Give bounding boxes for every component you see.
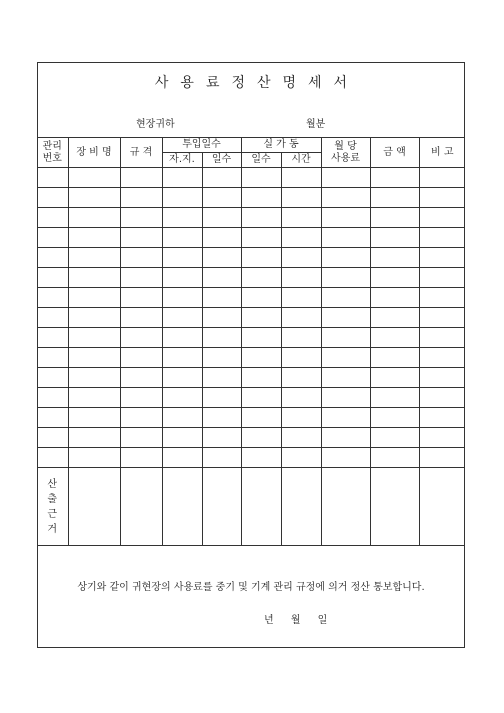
table-cell[interactable] (241, 248, 281, 268)
table-row (37, 308, 465, 328)
table-cell[interactable] (321, 288, 370, 308)
table-cell[interactable] (68, 308, 120, 328)
table-cell[interactable] (241, 408, 281, 428)
table-cell[interactable] (281, 228, 321, 248)
table-cell[interactable] (162, 228, 202, 248)
table-cell[interactable] (162, 288, 202, 308)
notice-text: 상기와 같이 귀현장의 사용료를 중기 및 기계 관리 규정에 의거 정산 통보합니다. (77, 582, 425, 593)
table-cell[interactable] (419, 208, 465, 228)
header-remarks: 비 고 (419, 138, 465, 168)
table-cell[interactable] (370, 208, 419, 228)
table-row (37, 288, 465, 308)
table-cell[interactable] (120, 428, 162, 448)
table-cell[interactable] (37, 348, 68, 368)
table-cell[interactable] (281, 308, 321, 328)
table-cell[interactable] (120, 268, 162, 288)
header-mgmt-no: 관리 번호 (37, 138, 68, 168)
table-cell[interactable] (321, 268, 370, 288)
table-cell[interactable] (202, 168, 241, 188)
table-cell[interactable] (68, 348, 120, 368)
table-cell[interactable] (162, 448, 202, 468)
table-cell[interactable] (120, 448, 162, 468)
table-cell[interactable] (202, 428, 241, 448)
table-cell[interactable] (120, 368, 162, 388)
table-cell[interactable] (370, 188, 419, 208)
calc-cell[interactable] (370, 468, 419, 546)
table-cell[interactable] (321, 248, 370, 268)
calc-basis-label: 산 출 근 거 (37, 468, 68, 546)
table-cell[interactable] (370, 228, 419, 248)
table-cell[interactable] (419, 188, 465, 208)
calc-cell[interactable] (419, 468, 465, 546)
table-cell[interactable] (68, 388, 120, 408)
table-cell[interactable] (370, 428, 419, 448)
table-row (37, 188, 465, 208)
table-cell[interactable] (241, 208, 281, 228)
header-equipment: 장 비 명 (68, 138, 120, 168)
table-cell[interactable] (37, 188, 68, 208)
table-cell[interactable] (281, 288, 321, 308)
table-cell[interactable] (68, 248, 120, 268)
table-cell[interactable] (37, 328, 68, 348)
table-cell[interactable] (281, 388, 321, 408)
table-cell[interactable] (281, 428, 321, 448)
date-line: 년 월 일 (264, 615, 328, 626)
table-cell[interactable] (241, 348, 281, 368)
header-actual-sub1: 일수 (241, 153, 281, 168)
calc-cell[interactable] (162, 468, 202, 546)
month-label: 월분 (306, 119, 326, 130)
table-cell[interactable] (37, 168, 68, 188)
table-cell[interactable] (419, 428, 465, 448)
table-cell[interactable] (120, 348, 162, 368)
table-cell[interactable] (120, 308, 162, 328)
table-cell[interactable] (37, 428, 68, 448)
table-cell[interactable] (370, 308, 419, 328)
form-frame (37, 62, 465, 648)
table-cell[interactable] (120, 388, 162, 408)
table-cell[interactable] (241, 268, 281, 288)
table-cell[interactable] (281, 208, 321, 228)
table-cell[interactable] (68, 448, 120, 468)
table-cell[interactable] (321, 368, 370, 388)
table-cell[interactable] (281, 188, 321, 208)
table-cell[interactable] (202, 388, 241, 408)
calc-cell[interactable] (120, 468, 162, 546)
table-cell[interactable] (370, 268, 419, 288)
table-row (37, 168, 465, 188)
table-cell[interactable] (202, 228, 241, 248)
table-cell[interactable] (120, 288, 162, 308)
table-cell[interactable] (68, 168, 120, 188)
table-row (37, 228, 465, 248)
table-cell[interactable] (68, 368, 120, 388)
table-cell[interactable] (281, 408, 321, 428)
table-cell[interactable] (202, 208, 241, 228)
table-cell[interactable] (241, 428, 281, 448)
table-cell[interactable] (68, 208, 120, 228)
table-cell[interactable] (120, 228, 162, 248)
table-cell[interactable] (37, 408, 68, 428)
table-cell[interactable] (162, 208, 202, 228)
table-cell[interactable] (419, 308, 465, 328)
table-row (37, 448, 465, 468)
table-cell[interactable] (281, 348, 321, 368)
table-cell[interactable] (321, 428, 370, 448)
header-actual-sub2: 시간 (281, 153, 321, 168)
table-cell[interactable] (37, 308, 68, 328)
table-cell[interactable] (68, 228, 120, 248)
table-cell[interactable] (370, 168, 419, 188)
table-cell[interactable] (370, 388, 419, 408)
table-row (37, 208, 465, 228)
table-cell[interactable] (281, 448, 321, 468)
table-cell[interactable] (241, 288, 281, 308)
table-cell[interactable] (68, 328, 120, 348)
table-cell[interactable] (241, 368, 281, 388)
calc-cell[interactable] (68, 468, 120, 546)
table-cell[interactable] (120, 248, 162, 268)
table-cell[interactable] (321, 388, 370, 408)
table-cell[interactable] (370, 348, 419, 368)
table-cell[interactable] (370, 368, 419, 388)
table-cell[interactable] (202, 348, 241, 368)
table-cell[interactable] (321, 408, 370, 428)
table-cell[interactable] (202, 408, 241, 428)
table-cell[interactable] (37, 288, 68, 308)
table-cell[interactable] (241, 308, 281, 328)
table-cell[interactable] (120, 408, 162, 428)
table-cell[interactable] (162, 188, 202, 208)
statement-table (37, 137, 465, 546)
header-actual-op: 실 가 동 (241, 138, 321, 153)
calc-cell[interactable] (281, 468, 321, 546)
table-cell[interactable] (321, 188, 370, 208)
table-cell[interactable] (281, 328, 321, 348)
header-spec: 규 격 (120, 138, 162, 168)
table-cell[interactable] (162, 328, 202, 348)
table-cell[interactable] (37, 368, 68, 388)
data-rows (37, 168, 465, 468)
table-row (37, 348, 465, 368)
table-cell[interactable] (37, 448, 68, 468)
table-cell[interactable] (419, 168, 465, 188)
table-cell[interactable] (37, 268, 68, 288)
table-cell[interactable] (202, 188, 241, 208)
form-title: 사용료정산명세서 (154, 75, 360, 91)
table-cell[interactable] (120, 168, 162, 188)
table-cell[interactable] (162, 368, 202, 388)
table-cell[interactable] (281, 368, 321, 388)
table-cell[interactable] (241, 328, 281, 348)
table-cell[interactable] (419, 268, 465, 288)
table-cell[interactable] (202, 248, 241, 268)
table-cell[interactable] (68, 408, 120, 428)
table-cell[interactable] (321, 308, 370, 328)
table-cell[interactable] (281, 268, 321, 288)
table-cell[interactable] (120, 328, 162, 348)
header-amount: 금 액 (370, 138, 419, 168)
table-cell[interactable] (281, 168, 321, 188)
table-cell[interactable] (202, 308, 241, 328)
table-cell[interactable] (419, 228, 465, 248)
table-cell[interactable] (202, 328, 241, 348)
table-cell[interactable] (419, 348, 465, 368)
calc-cell[interactable] (202, 468, 241, 546)
table-cell[interactable] (68, 288, 120, 308)
table-row (37, 268, 465, 288)
table-cell[interactable] (321, 228, 370, 248)
table-row (37, 428, 465, 448)
table-cell[interactable] (241, 388, 281, 408)
table-cell[interactable] (120, 188, 162, 208)
header-input-sub1: 자.지. (162, 153, 202, 168)
table-cell[interactable] (162, 348, 202, 368)
calc-cell[interactable] (321, 468, 370, 546)
table-cell[interactable] (162, 428, 202, 448)
table-cell[interactable] (162, 168, 202, 188)
table-cell[interactable] (321, 348, 370, 368)
table-cell[interactable] (419, 328, 465, 348)
table-cell[interactable] (321, 208, 370, 228)
table-cell[interactable] (370, 408, 419, 428)
table-cell[interactable] (370, 248, 419, 268)
table-row (37, 248, 465, 268)
calc-cell[interactable] (241, 468, 281, 546)
table-cell[interactable] (370, 328, 419, 348)
table-row (37, 408, 465, 428)
table-cell[interactable] (321, 328, 370, 348)
table-cell[interactable] (241, 188, 281, 208)
table-cell[interactable] (370, 288, 419, 308)
table-cell[interactable] (202, 448, 241, 468)
table-cell[interactable] (37, 248, 68, 268)
table-cell[interactable] (162, 308, 202, 328)
table-cell[interactable] (162, 408, 202, 428)
table-cell[interactable] (37, 388, 68, 408)
table-cell[interactable] (68, 428, 120, 448)
table-cell[interactable] (419, 448, 465, 468)
table-cell[interactable] (120, 208, 162, 228)
table-cell[interactable] (419, 248, 465, 268)
table-cell[interactable] (321, 448, 370, 468)
header-monthly-fee: 월 당 사용료 (321, 138, 370, 168)
table-cell[interactable] (419, 368, 465, 388)
table-cell[interactable] (419, 388, 465, 408)
table-cell[interactable] (370, 448, 419, 468)
table-cell[interactable] (162, 268, 202, 288)
table-cell[interactable] (281, 248, 321, 268)
table-cell[interactable] (202, 288, 241, 308)
table-row (37, 368, 465, 388)
table-cell[interactable] (68, 188, 120, 208)
table-cell[interactable] (68, 268, 120, 288)
calc-basis-row (37, 468, 465, 546)
table-row (37, 328, 465, 348)
header-input-days: 투입일수 (162, 138, 241, 153)
table-cell[interactable] (241, 448, 281, 468)
table-cell[interactable] (241, 228, 281, 248)
table-cell[interactable] (321, 168, 370, 188)
header-input-sub2: 일수 (202, 153, 241, 168)
table-cell[interactable] (202, 368, 241, 388)
table-row (37, 388, 465, 408)
table-cell[interactable] (162, 388, 202, 408)
table-cell[interactable] (162, 248, 202, 268)
table-cell[interactable] (419, 288, 465, 308)
site-label: 현장귀하 (136, 119, 175, 130)
table-cell[interactable] (37, 208, 68, 228)
table-cell[interactable] (241, 168, 281, 188)
table-cell[interactable] (202, 268, 241, 288)
table-cell[interactable] (419, 408, 465, 428)
table-cell[interactable] (37, 228, 68, 248)
